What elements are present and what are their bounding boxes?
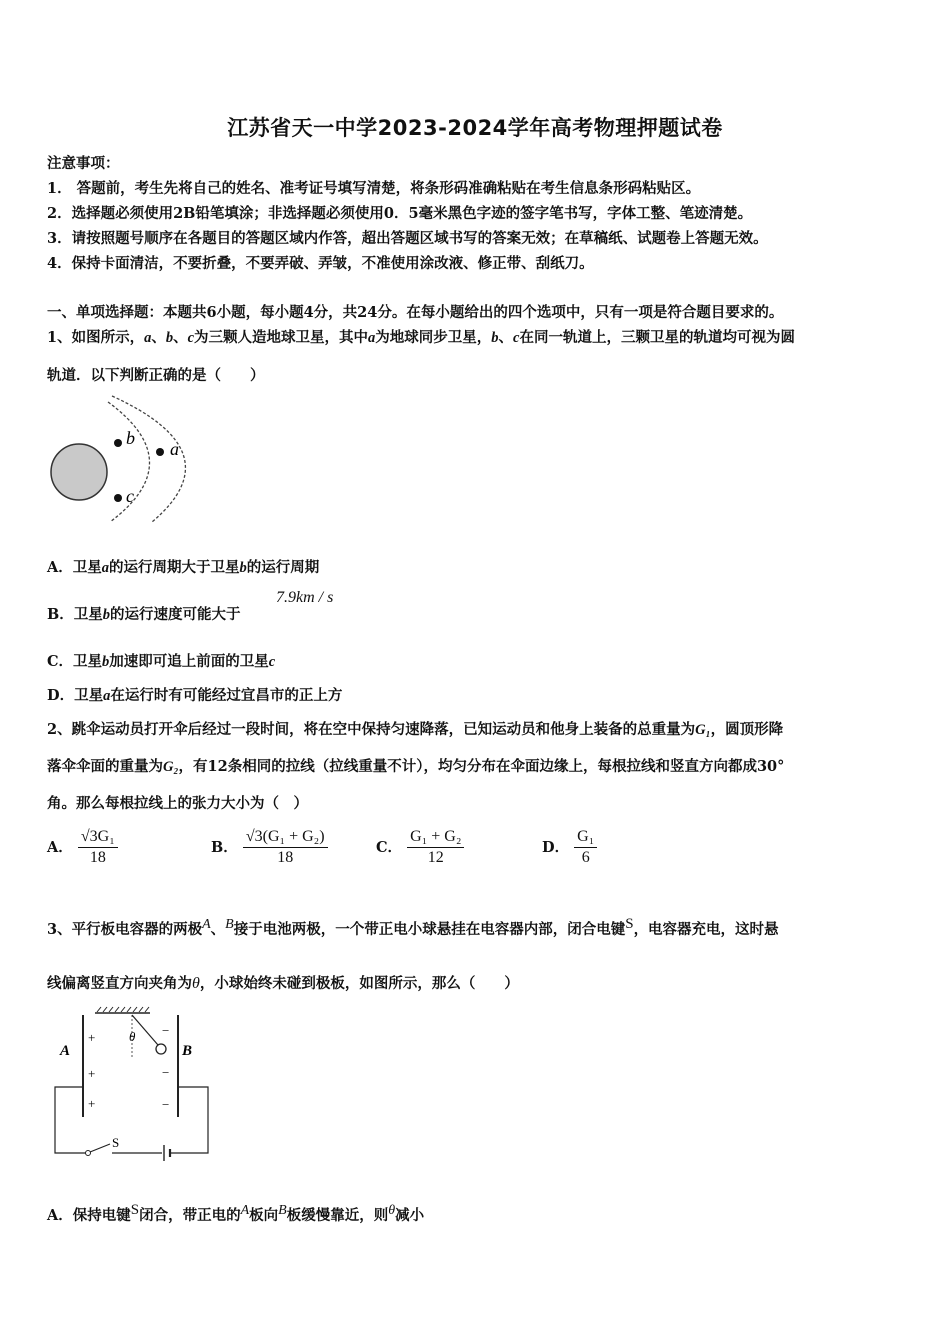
q2-option-c[interactable]: C． $\frac{\text{G₁ + G₂}}{12}$: [376, 828, 464, 867]
notice-item: 1． 答题前，考生先将自己的姓名、准考证号填写清楚，将条形码准确粘贴在考生信息条形码粘贴区。: [47, 180, 701, 197]
label-b: b: [126, 428, 135, 448]
svg-text:+: +: [88, 1096, 96, 1111]
q3-capacitor-figure: [50, 1005, 220, 1165]
label-c: c: [126, 486, 134, 506]
notice-item: 4．保持卡面清洁，不要折叠，不要弄破、弄皱，不准使用涂改液、修正带、刮纸刀。: [47, 255, 594, 272]
svg-text:+: +: [88, 1066, 96, 1081]
svg-text:−: −: [162, 1023, 170, 1038]
q1-option-d[interactable]: D．卫星a在运行时有可能经过宜昌市的正上方: [47, 687, 343, 704]
svg-text:−: −: [162, 1065, 170, 1080]
q1-option-b[interactable]: B．卫星b的运行速度可能大于: [47, 606, 241, 623]
q3-stem-line2: 线偏离竖直方向夹角为θ，小球始终未碰到极板，如图所示，那么（ ）: [47, 975, 519, 992]
section-heading: 一、单项选择题：本题共6小题，每小题4分，共24分。在每小题给出的四个选项中，只有一项是符合题目要求的。: [47, 304, 784, 321]
q1-orbit-figure: [40, 392, 210, 527]
q3-stem-line1: 3、平行板电容器的两极$^A$、$^B$接于电池两极，一个带正电小球悬挂在电容器内部，闭合电键$^S$，电容器充电，这时悬: [47, 916, 779, 938]
q3-option-a[interactable]: A．保持电键$^S$闭合，带正电的$^A$板向$^B$板缓慢靠近，则$^\theta$减小: [47, 1202, 425, 1224]
q2-option-b[interactable]: B． $\frac{\text{√3(G₁ + G₂)}}{18}$: [211, 828, 328, 867]
q1-stem: 1、如图所示，a、b、c为三颗人造地球卫星，其中a为地球同步卫星，b、c在同一轨道上，三颗卫星的轨道均可视为圆: [47, 329, 795, 346]
notice-item: 3．请按照题号顺序在各题目的答题区域内作答，超出答题区域书写的答案无效；在草稿纸、试题卷上答题无效。: [47, 230, 768, 247]
label-a: a: [170, 439, 179, 459]
q1-option-c[interactable]: C．卫星b加速即可追上前面的卫星c: [47, 653, 276, 670]
q1-speed-value: 7.9km / s: [276, 589, 334, 606]
q2-stem-line3: 角。那么每根拉线上的张力大小为（ ）: [47, 795, 308, 812]
svg-text:S: S: [112, 1135, 120, 1150]
svg-text:−: −: [162, 1097, 170, 1112]
charged-ball: [156, 1044, 166, 1054]
q1-option-a[interactable]: A．卫星a的运行周期大于卫星b的运行周期: [47, 559, 320, 576]
q2-option-a[interactable]: A． $\frac{\text{√3G₁}}{18}$: [47, 828, 118, 867]
satellite-a: [156, 448, 164, 456]
notice-heading: 注意事项：: [47, 155, 120, 172]
satellite-b: [114, 439, 122, 447]
satellite-c: [114, 494, 122, 502]
svg-text:B: B: [182, 1043, 193, 1059]
svg-text:A: A: [60, 1043, 71, 1059]
svg-text:θ: θ: [129, 1029, 136, 1044]
svg-text:+: +: [88, 1030, 96, 1045]
page-title: 江苏省天一中学2023-2024学年高考物理押题试卷: [227, 116, 723, 140]
q2-stem-line2: 落伞伞面的重量为G₂，有12条相同的拉线（拉线重量不计），均匀分布在伞面边缘上，每根拉线和竖直方向都成30°: [47, 758, 785, 775]
q1-stem-line2: 轨道．以下判断正确的是（ ）: [47, 367, 265, 384]
notice-item: 2．选择题必须使用2B铅笔填涂；非选择题必须使用0．5毫米黑色字迹的签字笔书写，字体工整、笔迹清楚。: [47, 205, 753, 222]
earth-icon: [51, 444, 107, 500]
q2-option-d[interactable]: D． $\frac{\text{G₁}}{6}$: [542, 828, 597, 867]
q2-stem-line1: 2、跳伞运动员打开伞后经过一段时间，将在空中保持匀速降落，已知运动员和他身上装备的总重量为G₁，圆顶形降: [47, 721, 784, 738]
